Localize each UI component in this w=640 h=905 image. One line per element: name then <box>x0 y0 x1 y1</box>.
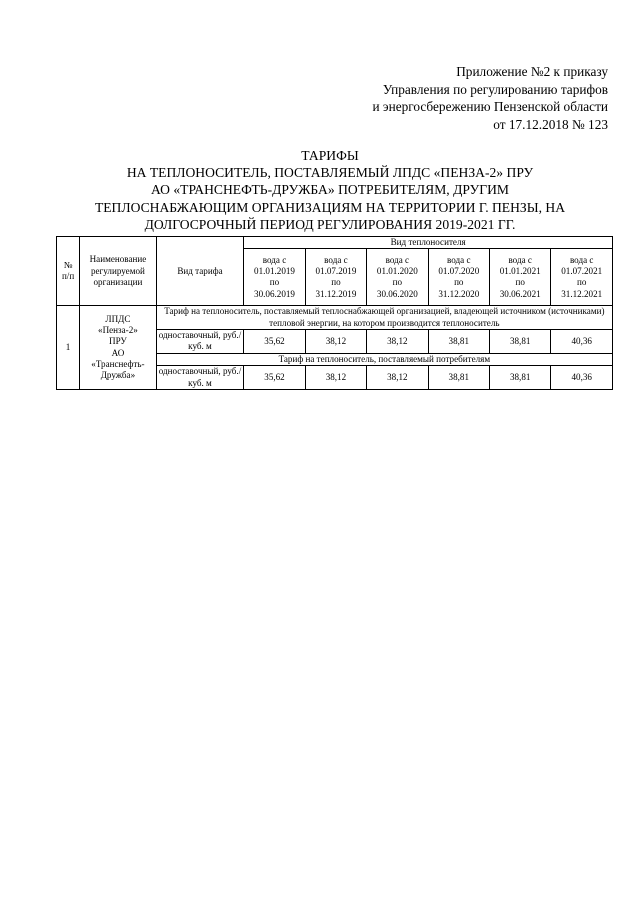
header-org-line: регулируемой <box>90 265 145 276</box>
org-line: ЛПДС <box>105 313 131 324</box>
header-num <box>57 237 80 306</box>
period-line: вода с <box>508 254 532 265</box>
period-header <box>489 249 550 306</box>
tariff-kind: одноставочный, руб./куб. м <box>156 366 244 390</box>
title-line: ДОЛГОСРОЧНЫЙ ПЕРИОД РЕГУЛИРОВАНИЯ 2019-2021 ГГ. <box>144 216 516 232</box>
period-line: 01.01.2021 <box>499 266 541 276</box>
header-org <box>80 237 157 306</box>
appendix-line: Приложение №2 к приказу <box>456 64 608 79</box>
period-line: по <box>392 277 403 288</box>
period-line: 31.12.2021 <box>561 288 603 299</box>
period-line: 01.07.2021 <box>561 266 603 276</box>
title-line: НА ТЕПЛОНОСИТЕЛЬ, ПОСТАВЛЯЕМЫЙ ЛПДС «ПЕНЗА-2» ПРУ <box>126 165 534 181</box>
row-org <box>80 306 157 390</box>
tariff-value: 38,12 <box>305 329 366 353</box>
document-title <box>40 147 620 233</box>
period-line: вода с <box>324 254 348 265</box>
org-line: «Пенза-2» <box>98 325 138 336</box>
period-header <box>367 249 428 306</box>
period-line: 30.06.2021 <box>499 288 541 299</box>
period-header <box>428 249 489 306</box>
org-line: АО <box>111 347 125 358</box>
period-line: 01.07.2019 <box>315 266 357 276</box>
period-header <box>305 249 366 306</box>
period-line: вода с <box>262 254 287 265</box>
header-org-line: Наименование <box>89 254 147 265</box>
period-line: 31.12.2020 <box>438 288 480 299</box>
header-num-line: № <box>63 259 73 270</box>
tariff-value: 40,36 <box>551 329 613 353</box>
period-line: по <box>576 277 587 288</box>
period-line: по <box>515 277 525 288</box>
period-line: 01.01.2019 <box>254 266 295 276</box>
row-num: 1 <box>57 306 80 390</box>
tariff-value: 40,36 <box>551 366 613 390</box>
period-line: по <box>331 277 341 288</box>
appendix-block <box>268 63 608 133</box>
header-num-line: п/п <box>61 271 75 282</box>
tariff-value: 38,81 <box>489 329 550 353</box>
appendix-line: и энергосбережению Пензенской области <box>372 99 608 114</box>
header-org-line: организации <box>93 276 143 287</box>
period-line: вода с <box>447 254 471 265</box>
header-kind: Вид тарифа <box>156 237 244 306</box>
period-line: 30.06.2020 <box>376 288 418 299</box>
tariff-kind: одноставочный, руб./куб. м <box>156 329 244 353</box>
title-line: ТЕПЛОСНАБЖАЮЩИМ ОРГАНИЗАЦИЯМ НА ТЕРРИТОРИИ Г. ПЕНЗЫ, НА <box>94 199 566 215</box>
section-heading: Тариф на теплоноситель, поставляемый потребителям <box>156 353 612 365</box>
tariff-value: 38,81 <box>428 366 489 390</box>
tariff-value: 38,12 <box>367 329 428 353</box>
org-line: «Транснефть- <box>91 359 145 370</box>
period-line: вода с <box>569 254 594 265</box>
tariff-table <box>56 236 613 390</box>
title-line: ТАРИФЫ <box>301 148 359 163</box>
appendix-line: от 17.12.2018 № 123 <box>493 116 608 132</box>
period-header <box>244 249 305 306</box>
period-line: вода с <box>385 254 410 265</box>
period-line: 01.01.2020 <box>376 266 418 276</box>
appendix-line: Управления по регулированию тарифов <box>382 81 608 97</box>
section-heading: Тариф на теплоноситель, поставляемый теплоснабжающей организацией, владеющей источником (источниками) тепловой энергии, на котором производится теплоноситель <box>156 306 612 330</box>
tariff-value: 35,62 <box>244 329 305 353</box>
org-line: ПРУ <box>109 336 127 347</box>
tariff-value: 38,81 <box>428 329 489 353</box>
period-line: по <box>454 277 464 288</box>
period-line: 01.07.2020 <box>438 266 480 276</box>
period-line: по <box>269 277 280 288</box>
tariff-value: 35,62 <box>244 366 305 390</box>
header-carrier-type: Вид теплоносителя <box>244 237 613 249</box>
org-line: Дружба» <box>100 370 136 381</box>
period-line: 31.12.2019 <box>315 288 357 299</box>
tariff-value: 38,12 <box>305 366 366 390</box>
period-line: 30.06.2019 <box>254 288 295 299</box>
title-line: АО «ТРАНСНЕФТЬ-ДРУЖБА» ПОТРЕБИТЕЛЯМ, ДРУГИМ <box>151 182 509 198</box>
period-header <box>551 249 613 306</box>
tariff-value: 38,81 <box>489 366 550 390</box>
tariff-value: 38,12 <box>367 366 428 390</box>
